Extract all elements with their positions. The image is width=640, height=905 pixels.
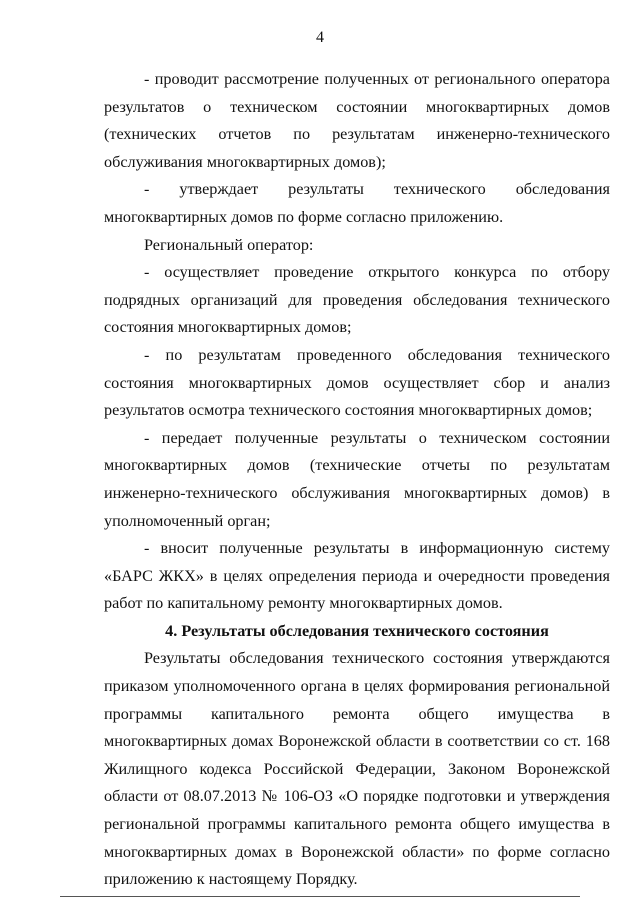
section-heading-4: 4. Результаты обследования технического состояния bbox=[165, 621, 549, 640]
regional-operator-label: Региональный оператор: bbox=[144, 235, 314, 254]
list-item-enter-bars: - вносит полученные результаты в информационную систему «БАРС ЖКХ» в целях определения периода и очередности проведения работ по капитальному ремонту многоквартирных домов. bbox=[104, 539, 610, 613]
list-item-review-reports: - проводит рассмотрение полученных от регионального оператора результатов о техническом состоянии многоквартирных домов (технических отчетов по результатам инженерно-технического обслуживания многоквартирных домов); bbox=[104, 70, 610, 171]
document-body bbox=[104, 66, 610, 894]
list-item-collect-analyze: - по результатам проведенного обследования технического состояния многоквартирных домов осуществляет сбор и анализ результатов осмотра технического состояния многоквартирных домов; bbox=[104, 345, 610, 420]
list-item-open-tender: - осуществляет проведение открытого конкурса по отбору подрядных организаций для проведения обследования технического состояния многоквартирных домов; bbox=[104, 263, 610, 337]
section-4-paragraph: Результаты обследования технического состояния утверждаются приказом уполномоченного органа в целях формирования региональной программы капитального ремонта общего имущества в многоквартирных домах Воронежской области в соответствии со ст. 168 Жилищного кодекса Российской Федерации, Законом Воронежской области от 08.07.2013 № 106-ОЗ «О порядке подготовки и утверждения региональной программы капитального ремонта общего имущества в многоквартирных домах в Воронежской области» по форме согласно приложению к настоящему Порядку. bbox=[104, 649, 610, 889]
page-number: 4 bbox=[316, 29, 324, 46]
list-item-transfer-results: - передает полученные результаты о техническом состоянии многоквартирных домов (технические отчеты по результатам инженерно-технического обслуживания многоквартирных домов) в уполномоченный орган; bbox=[104, 428, 610, 530]
footer-divider bbox=[60, 896, 580, 897]
list-item-approve-results: - утверждает результаты технического обследования многоквартирных домов по форме согласно приложению. bbox=[104, 180, 610, 226]
